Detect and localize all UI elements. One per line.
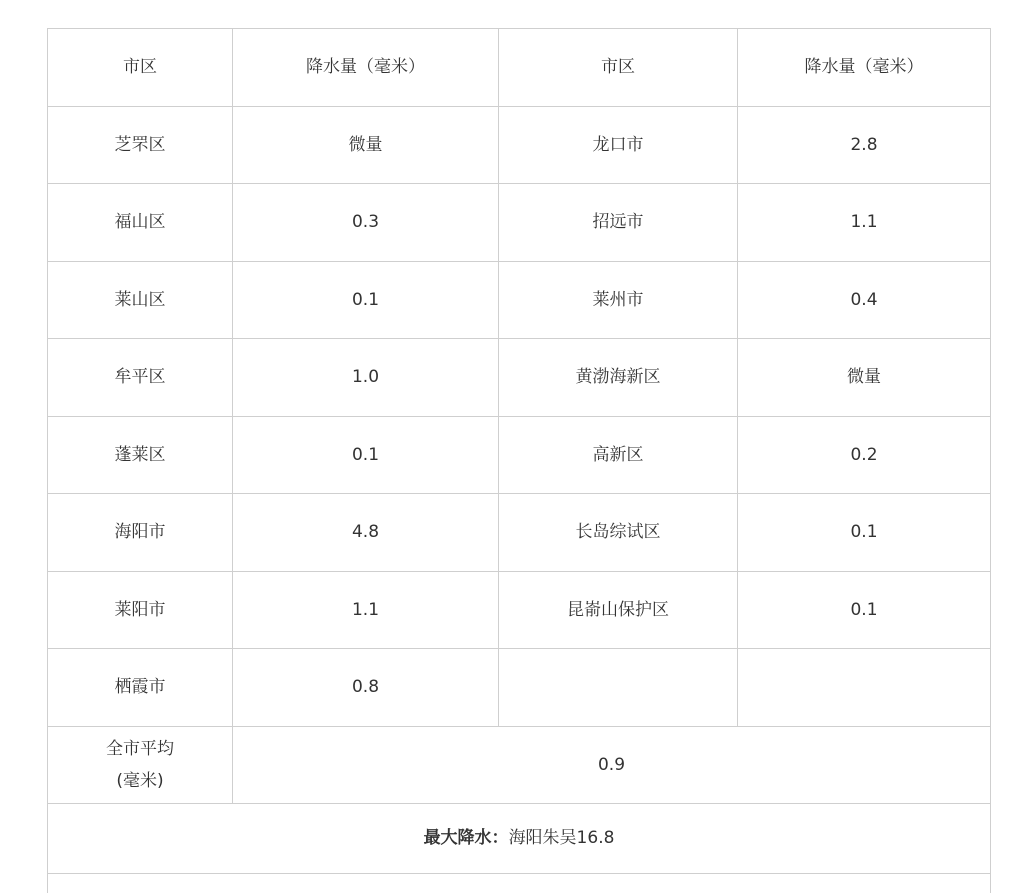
district-cell: 牟平区 <box>48 339 233 417</box>
district-cell: 招远市 <box>499 184 738 262</box>
table-row <box>48 494 991 572</box>
table-tail-row <box>48 873 991 893</box>
max-rainfall-row <box>48 803 991 873</box>
rainfall-cell: 0.1 <box>738 571 991 649</box>
table-row <box>48 339 991 417</box>
header-rainfall-a: 降水量（毫米） <box>233 29 499 107</box>
district-cell: 莱山区 <box>48 261 233 339</box>
header-rainfall-b: 降水量（毫米） <box>738 29 991 107</box>
max-rainfall-cell <box>48 803 991 873</box>
header-district-b: 市区 <box>499 29 738 107</box>
table-row <box>48 106 991 184</box>
district-cell: 蓬莱区 <box>48 416 233 494</box>
table-row <box>48 261 991 339</box>
table-row <box>48 649 991 727</box>
table-header-row <box>48 29 991 107</box>
table-tail-cell <box>48 873 991 893</box>
district-cell: 莱州市 <box>499 261 738 339</box>
district-cell: 芝罘区 <box>48 106 233 184</box>
district-cell: 黄渤海新区 <box>499 339 738 417</box>
max-rainfall-label: 最大降水： <box>423 828 509 848</box>
rainfall-cell: 1.0 <box>233 339 499 417</box>
rainfall-cell: 2.8 <box>738 106 991 184</box>
district-cell: 龙口市 <box>499 106 738 184</box>
max-rainfall-value: 海阳朱吴16.8 <box>508 828 615 848</box>
average-label-line1: 全市平均 <box>106 738 174 759</box>
district-cell: 莱阳市 <box>48 571 233 649</box>
average-label-line2: (毫米) <box>116 770 164 791</box>
rainfall-cell: 1.1 <box>738 184 991 262</box>
rainfall-cell: 0.3 <box>233 184 499 262</box>
rainfall-cell: 0.1 <box>738 494 991 572</box>
rainfall-cell: 0.1 <box>233 416 499 494</box>
rainfall-cell: 4.8 <box>233 494 499 572</box>
district-cell: 海阳市 <box>48 494 233 572</box>
district-cell: 长岛综试区 <box>499 494 738 572</box>
header-district-a: 市区 <box>48 29 233 107</box>
table-row <box>48 184 991 262</box>
rainfall-cell: 微量 <box>738 339 991 417</box>
rainfall-cell: 0.2 <box>738 416 991 494</box>
rainfall-cell: 1.1 <box>233 571 499 649</box>
rainfall-cell <box>738 649 991 727</box>
average-row <box>48 726 991 803</box>
rainfall-table <box>47 28 991 893</box>
rainfall-cell: 微量 <box>233 106 499 184</box>
average-label-cell <box>48 726 233 803</box>
district-cell <box>499 649 738 727</box>
rainfall-cell: 0.8 <box>233 649 499 727</box>
rainfall-table-container <box>47 28 991 893</box>
district-cell: 高新区 <box>499 416 738 494</box>
district-cell: 栖霞市 <box>48 649 233 727</box>
district-cell: 昆嵛山保护区 <box>499 571 738 649</box>
average-value-cell: 0.9 <box>233 726 991 803</box>
district-cell: 福山区 <box>48 184 233 262</box>
table-row <box>48 571 991 649</box>
table-row <box>48 416 991 494</box>
rainfall-cell: 0.4 <box>738 261 991 339</box>
rainfall-cell: 0.1 <box>233 261 499 339</box>
